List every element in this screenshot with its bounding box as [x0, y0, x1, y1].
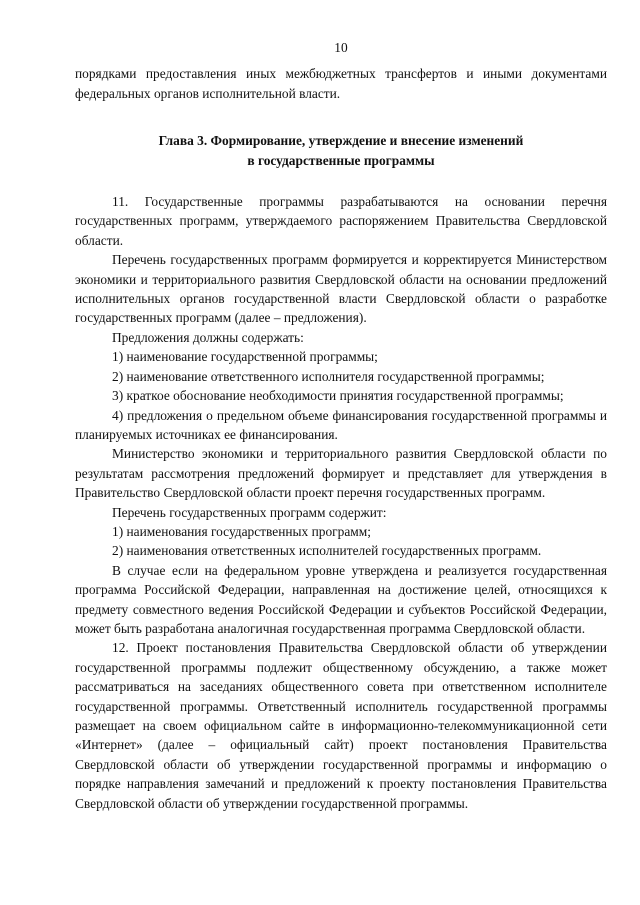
- paragraph-11: 11. Государственные программы разрабатываются на основании перечня государственных программ, утверждаемого распоряжением Правительства Свердловской области.: [75, 194, 607, 248]
- chapter-heading-line-1: Глава 3. Формирование, утверждение и внесение изменений: [158, 133, 524, 149]
- paragraph-federal-program: В случае если на федеральном уровне утверждена и реализуется государственная программа Российской Федерации, направленная на достижение целей, относящихся к предмету совместного ведения Российской Федерации и субъектов Российской Федерации, может быть разработана аналогичная государственная программа Свердловской области.: [75, 562, 607, 636]
- paragraph-list-contains: Перечень государственных программ содержит:: [112, 504, 387, 520]
- document-page: [75, 38, 607, 813]
- list-item: 2) наименования ответственных исполнителей государственных программ.: [112, 543, 542, 559]
- paragraph-ministry: Министерство экономики и территориального развития Свердловской области по результатам рассмотрения предложений формирует и представляет для утверждения в Правительство Свердловской области проект перечня государственных программ.: [75, 446, 607, 501]
- chapter-heading-line-2: в государственные программы: [247, 152, 435, 168]
- list-item: 2) наименование ответственного исполнителя государственной программы;: [112, 368, 545, 384]
- chapter-heading: [75, 131, 607, 170]
- paragraph-proposals-content: Предложения должны содержать:: [112, 329, 304, 345]
- intro-paragraph: порядками предоставления иных межбюджетных трансфертов и иными документами федеральных органов исполнительной власти.: [75, 66, 607, 101]
- list-item: 1) наименования государственных программ;: [112, 523, 371, 539]
- paragraph-12: 12. Проект постановления Правительства Свердловской области об утверждении государственной программы подлежит общественному обсуждению, а также может рассматриваться на заседаниях общественного совета при ответственном исполнителе государственной программы. Ответственный исполнитель государственной программы размещает на своем официальном сайте в информационно-телекоммуникационной сети «Интернет» (далее – официальный сайт) проект постановления Правительства Свердловской области об утверждении государственной программы и информацию о порядке направления замечаний и предложений к проекту постановления Правительства Свердловской области об утверждении государственной программы.: [75, 640, 607, 811]
- paragraph-list-formation: Перечень государственных программ формируется и корректируется Министерством экономики и территориального развития Свердловской области на основании предложений исполнительных органов государственной власти Свердловской области о разработке государственных программ (далее – предложения).: [75, 252, 607, 326]
- list-item: 3) краткое обоснование необходимости принятия государственной программы;: [112, 388, 564, 404]
- page-number: 10: [334, 40, 348, 55]
- list-item: 1) наименование государственной программы;: [112, 349, 378, 365]
- list-item: 4) предложения о предельном объеме финансирования государственной программы и планируемых источниках ее финансирования.: [75, 407, 607, 442]
